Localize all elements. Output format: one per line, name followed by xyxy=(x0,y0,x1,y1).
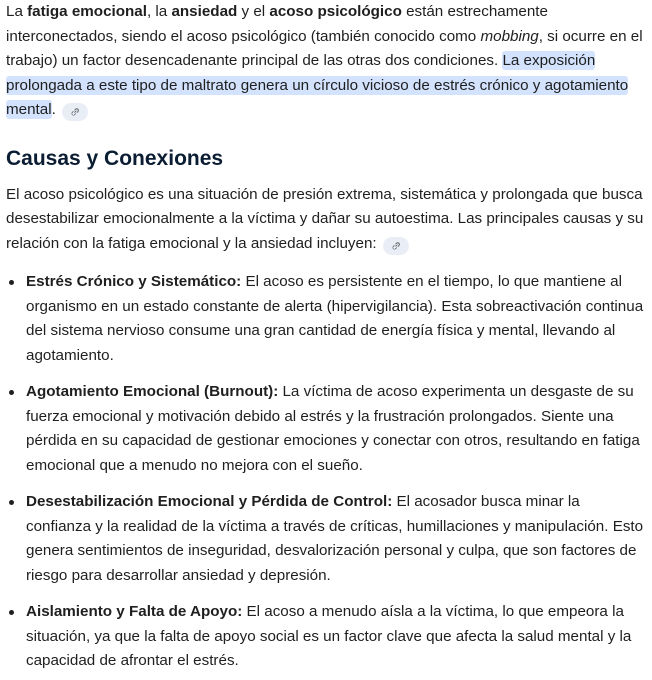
highlighted-sentence[interactable]: La exposición prolongada a este tipo de maltrato genera un círculo vicioso de estrés crónico y agotamiento mental xyxy=(6,52,629,118)
list-item xyxy=(6,490,646,588)
term-acoso-psicologico: acoso psicológico xyxy=(269,3,402,20)
intro-period: . xyxy=(51,101,56,118)
intro-text: , la xyxy=(146,3,172,20)
list-item-title: Desestabilización Emocional y Pérdida de Control: xyxy=(26,493,393,510)
bullet-icon xyxy=(9,500,14,505)
link-icon xyxy=(391,241,401,251)
section-heading: Causas y Conexiones xyxy=(6,146,224,170)
term-ansiedad: ansiedad xyxy=(171,3,238,20)
list-item-text: El acoso a menudo aísla a la víctima, lo que empeora la situación, ya que la falta de apoyo social es un factor clave que afecta la salud mental y la capacidad de afrontar el estrés. xyxy=(26,603,632,669)
source-link-chip[interactable] xyxy=(383,237,409,255)
bullet-icon xyxy=(9,280,14,285)
list-item xyxy=(6,380,646,478)
section-lead-paragraph xyxy=(6,183,646,257)
list-item-title: Agotamiento Emocional (Burnout): xyxy=(26,383,279,400)
list-item-text: El acosador busca minar la confianza y la realidad de la víctima a través de críticas, humillaciones y manipulación. Esto genera sentimientos de inseguridad, desvalorización personal y culpa, que son factores de riesgo para desarrollar ansiedad y depresión. xyxy=(26,493,644,584)
bullet-icon xyxy=(9,390,14,395)
source-link-chip[interactable] xyxy=(62,103,88,121)
list-item-title: Aislamiento y Falta de Apoyo: xyxy=(26,603,243,620)
intro-text: , si ocurre en el trabajo) un factor desencadenante principal de las otras dos condiciones. xyxy=(6,27,643,69)
list-item-text: La víctima de acoso experimenta un desgaste de su fuerza emocional y motivación debido al estrés y la frustración prolongados. Siente una pérdida en su capacidad de gestionar emociones y conectar con otros, resultando en fatiga emocional que a menudo no mejora con el sueño. xyxy=(26,383,640,474)
link-icon xyxy=(70,107,80,117)
list-item xyxy=(6,600,646,674)
list-item-text: El acoso es persistente en el tiempo, lo que mantiene al organismo en un estado constante de alerta (hipervigilancia). Esta sobreactivación continua del sistema nervioso consume una gran cantidad de energía física y mental, llevando al agotamiento. xyxy=(26,273,644,364)
intro-paragraph xyxy=(6,0,646,123)
term-fatiga-emocional: fatiga emocional xyxy=(27,3,147,20)
list-item-title: Estrés Crónico y Sistemático: xyxy=(26,273,242,290)
list-item xyxy=(6,270,646,368)
section-lead-text: El acoso psicológico es una situación de presión extrema, sistemática y prolongada que busca desestabilizar emocionalmente a la víctima y dañar su autoestima. Las principales causas y su relación con la fatiga emocional y la ansiedad incluyen: xyxy=(6,185,644,252)
causes-list xyxy=(6,270,646,674)
term-mobbing: mobbing xyxy=(480,27,539,45)
intro-text: y el xyxy=(237,3,270,20)
intro-text: están estrechamente interconectados, siendo el acoso psicológico (también conocido como xyxy=(6,3,548,45)
bullet-icon xyxy=(9,610,14,615)
intro-text: La xyxy=(6,3,28,20)
